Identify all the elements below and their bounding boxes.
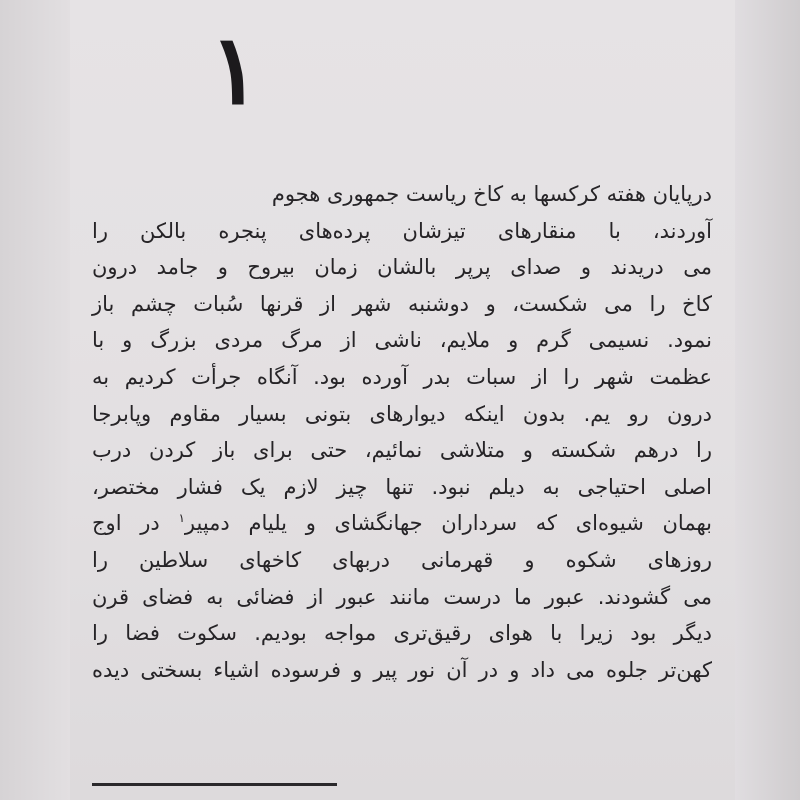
text-line: درون رو یم. بدون اینکه دیوارهای بتونی بسیار مقاوم وپابرجا [92,401,712,426]
footnote-divider [92,783,337,786]
text-line: دیگر بود زیرا با هوای رقیق‌تری مواجه بودیم. سکوت فضا را [92,621,712,646]
text-line: عظمت شهر را از سبات بدر آورده بود. آنگاه جرأت کردیم به [92,364,712,389]
page-shadow-left [0,0,70,800]
text-line-segment: در اوج [92,511,160,536]
text-line: کاخ را می شکست، و دوشنبه شهر از قرنها سُبات چشم باز [92,291,712,316]
text-line: کهن‌تر جلوه می داد و در آن نور پیر و فرسوده اشیاء بسختی دیده [92,657,712,682]
text-line: نمود. نسیمی گرم و ملایم، ناشی از مرگ مردی بزرگ و با [92,328,712,353]
text-line: روزهای شکوه و قهرمانی دربهای کاخهای سلاطین را [92,547,712,572]
text-line: اصلی احتیاجی به دیلم نبود. تنها چیز لازم یک فشار مختصر، [92,474,712,499]
text-line: می دریدند و صدای پرپر بالشان زمان بیروح و جامد درون [92,255,712,280]
text-line: را درهم شکسته و متلاشی نمائیم، حتی برای باز کردن درب [92,438,712,463]
text-line: می گشودند. عبور ما درست مانند عبور از فضائی به فضای قرن [92,584,712,609]
footnote-reference: ۱ [178,511,185,526]
page-shadow-right [735,0,800,800]
text-line: درپایان هفته کرکسها به کاخ ریاست جمهوری هجوم [271,182,712,206]
text-line-with-footnote [92,505,712,542]
body-text [92,176,712,688]
text-line-segment: بهمان شیوه‌ای که سرداران جهانگشای و یلیام دمپیر [184,511,712,536]
chapter-number: ۱ [209,13,261,126]
text-line: آوردند، با منقارهای تیزشان پرده‌های پنجره بالکن را [92,218,712,243]
